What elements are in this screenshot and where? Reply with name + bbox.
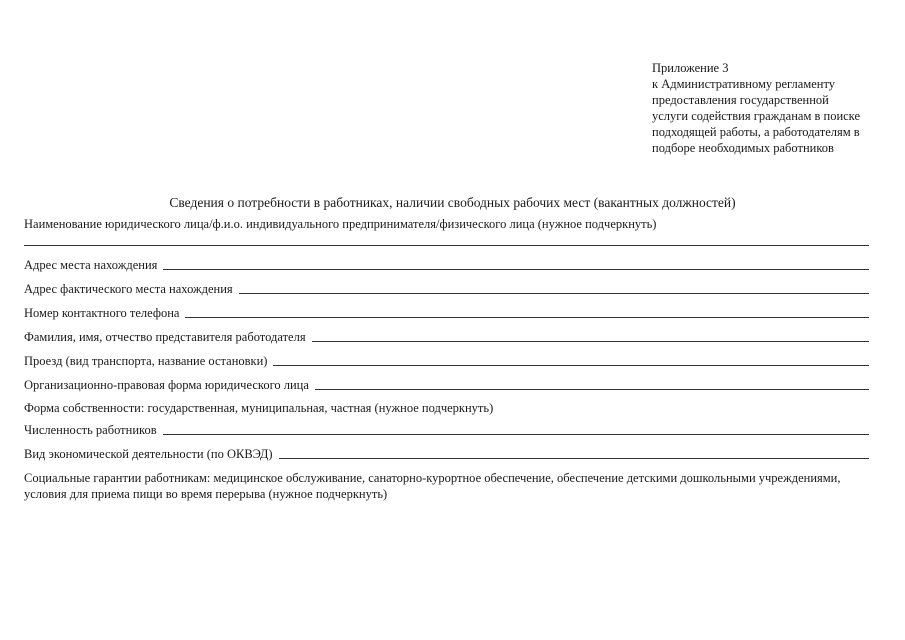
field-address-location (24, 255, 869, 273)
appendix-line: подборе необходимых работников (652, 141, 834, 155)
fill-line (312, 341, 869, 342)
field-label: Номер контактного телефона (24, 306, 180, 320)
field-label: Проезд (вид транспорта, название остановки) (24, 354, 268, 368)
appendix-line: услуги содействия гражданам в поиске (652, 109, 860, 123)
appendix-line: к Административному регламенту (652, 77, 836, 91)
org-name-blank (24, 245, 869, 246)
document-title: Сведения о потребности в работниках, наличии свободных рабочих мест (вакантных должностей) (169, 195, 736, 210)
appendix-line: Приложение 3 (652, 61, 729, 75)
appendix-line: подходящей работы, а работодателям в (652, 125, 860, 139)
fill-line (279, 458, 869, 459)
field-legal-form (24, 375, 869, 393)
field-label: Фамилия, имя, отчество представителя работодателя (24, 330, 306, 344)
fill-line (185, 317, 869, 318)
fill-line (163, 269, 869, 270)
field-label: Численность работников (24, 423, 157, 437)
field-address-actual (24, 279, 869, 297)
field-okved (24, 444, 869, 462)
fill-line (315, 389, 869, 390)
field-transport (24, 351, 869, 369)
org-name-label: Наименование юридического лица/ф.и.о. индивидуального предпринимателя/физического лица (нужное подчеркнуть) (24, 217, 657, 231)
appendix-line: предоставления государственной (652, 93, 829, 107)
field-label: Адрес фактического места нахождения (24, 282, 233, 296)
field-label: Организационно-правовая форма юридического лица (24, 378, 309, 392)
fill-line (239, 293, 869, 294)
appendix-note (652, 60, 882, 156)
field-label: Вид экономической деятельности (по ОКВЭД) (24, 447, 273, 461)
field-phone (24, 303, 869, 321)
field-employer-rep (24, 327, 869, 345)
field-headcount (24, 420, 869, 438)
field-label: Адрес места нахождения (24, 258, 158, 272)
fill-line (273, 365, 869, 366)
field-ownership-form: Форма собственности: государственная, муниципальная, частная (нужное подчеркнуть) (24, 401, 494, 415)
fill-line (163, 434, 869, 435)
social-guarantees: Социальные гарантии работникам: медицинское обслуживание, санаторно-курортное обеспечение, обеспечение детскими дошкольными учреждениями, условия для приема пищи во время перерыва (нужное подчеркнуть) (24, 471, 841, 501)
